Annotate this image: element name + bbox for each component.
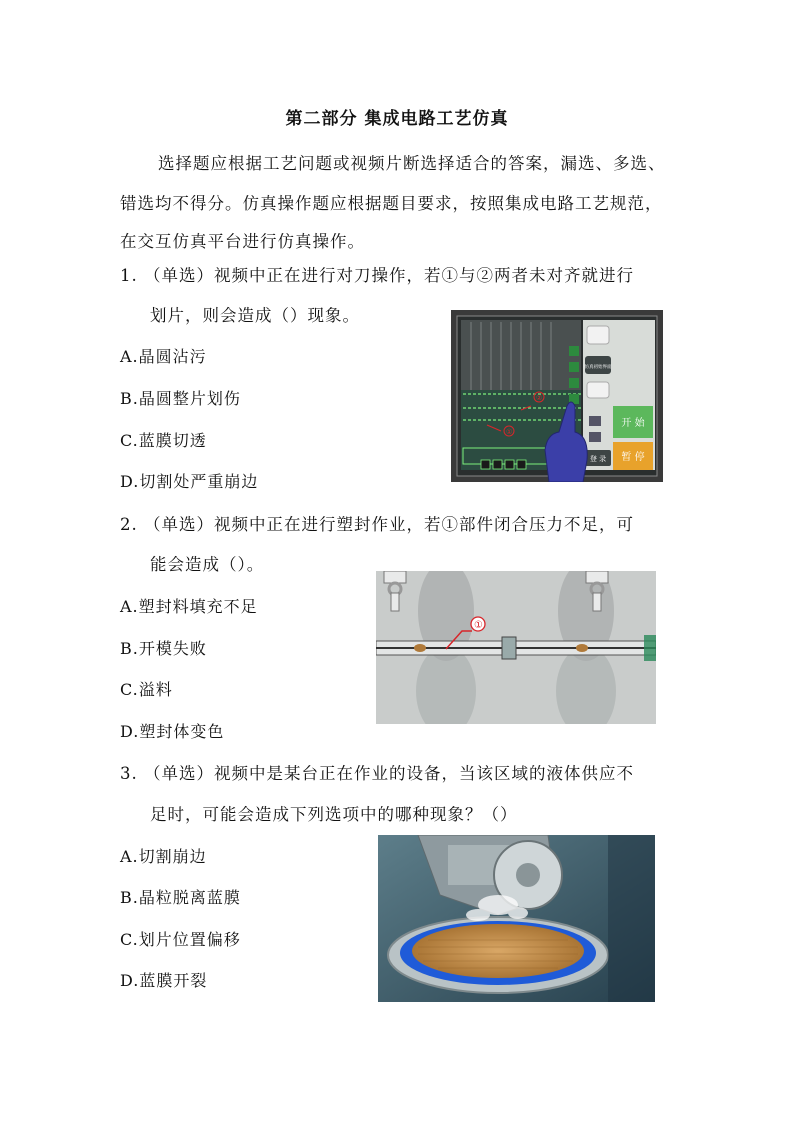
- q1-marker-1: ①: [506, 428, 513, 436]
- q1-small-label: 仿真初始界面: [584, 365, 612, 370]
- question-2-stem-cont: 能会造成（）。: [150, 555, 265, 574]
- q3-option-c[interactable]: C.划片位置偏移: [120, 930, 241, 949]
- q1-option-d[interactable]: D.切割处严重崩边: [120, 472, 259, 491]
- q1-pause-button: 暂 停: [621, 452, 645, 463]
- intro-line-2: 错选均不得分。仿真操作题应根据题目要求，按照集成电路工艺规范，: [120, 194, 663, 213]
- q1-alignment-image: [451, 310, 663, 482]
- q2-option-c[interactable]: C.溢料: [120, 680, 173, 699]
- q1-option-b[interactable]: B.晶圆整片划伤: [120, 389, 241, 408]
- q2-option-a[interactable]: A.塑封料填充不足: [120, 597, 258, 616]
- intro-line-3: 在交互仿真平台进行仿真操作。: [120, 232, 365, 251]
- q1-option-a[interactable]: A.晶圆沾污: [120, 347, 207, 366]
- q2-molding-image: [376, 571, 656, 724]
- question-3-stem: 3. （单选）视频中是某台正在作业的设备，当该区域的液体供应不: [120, 764, 634, 783]
- q3-dicing-image: [378, 835, 655, 1002]
- q1-login-button: 登 录: [589, 455, 607, 463]
- page-title: 第二部分 集成电路工艺仿真: [285, 109, 509, 129]
- q1-option-c[interactable]: C.蓝膜切透: [120, 431, 207, 450]
- q1-marker-2: ②: [536, 394, 543, 402]
- q2-option-b[interactable]: B.开模失败: [120, 639, 207, 658]
- q1-start-button: 开 始: [621, 418, 645, 429]
- q3-option-a[interactable]: A.切割崩边: [120, 847, 207, 866]
- question-1-stem-cont: 划片，则会造成（）现象。: [150, 306, 360, 325]
- q2-option-d[interactable]: D.塑封体变色: [120, 722, 225, 741]
- q2-marker-1: ①: [474, 620, 483, 631]
- q3-option-b[interactable]: B.晶粒脱离蓝膜: [120, 888, 241, 907]
- question-2-stem: 2. （单选）视频中正在进行塑封作业，若①部件闭合压力不足，可: [120, 515, 634, 534]
- q3-option-d[interactable]: D.蓝膜开裂: [120, 971, 208, 990]
- question-1-stem: 1. （单选）视频中正在进行对刀操作，若①与②两者未对齐就进行: [120, 266, 634, 285]
- intro-line-1: 选择题应根据工艺问题或视频片断选择适合的答案，漏选、多选、: [158, 154, 666, 173]
- question-3-stem-cont: 足时，可能会造成下列选项中的哪种现象？（）: [150, 805, 518, 824]
